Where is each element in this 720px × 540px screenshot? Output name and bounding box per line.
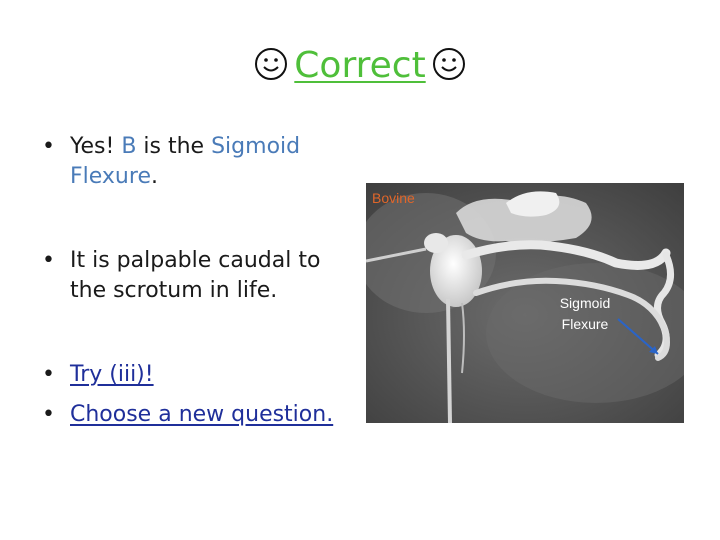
bullet-choose — [42, 400, 352, 430]
bullet-answer — [42, 132, 352, 192]
answer-pre: Yes! — [70, 134, 122, 159]
bullet-dot: • — [42, 134, 55, 159]
bullet-dot: • — [42, 402, 55, 427]
label-line-1: Sigmoid — [559, 295, 611, 311]
answer-end: . — [150, 164, 158, 189]
bullet-dot: • — [42, 248, 55, 273]
xray-drawing — [366, 183, 684, 423]
explanation-text: It is palpable caudal to the scrotum in life. — [70, 248, 321, 303]
answer-mid: is the — [136, 134, 212, 159]
try-iii-link[interactable]: Try (iii)! — [70, 362, 154, 387]
xray-image — [366, 183, 684, 423]
bullet-explanation — [42, 246, 352, 306]
choose-new-question-link[interactable]: Choose a new question. — [70, 402, 334, 427]
bullet-dot: • — [42, 362, 55, 387]
answer-term: Sigmoid Flexure — [70, 134, 301, 189]
species-label: Bovine — [372, 190, 415, 206]
answer-text — [70, 132, 352, 192]
bullet-try — [42, 360, 352, 390]
sigmoid-flexure-label — [552, 293, 618, 335]
smiley-icon — [254, 47, 288, 81]
slide-title — [0, 42, 720, 90]
smiley-icon — [432, 47, 466, 81]
correct-title: Correct — [294, 45, 426, 86]
label-line-2: Flexure — [561, 316, 609, 332]
answer-letter: B — [121, 134, 137, 159]
